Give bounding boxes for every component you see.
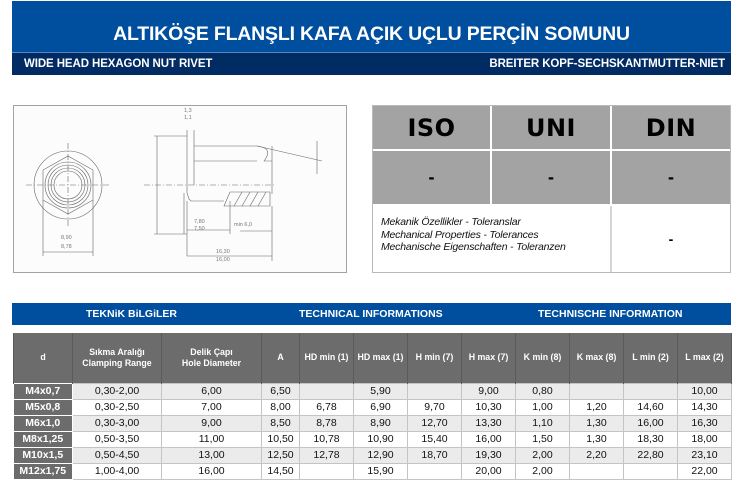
cell-hd-min [300,383,354,399]
title-text: ALTIKÖŞE FLANŞLI KAFA AÇIK UÇLU PERÇİN SOMUNU [113,22,630,45]
drawing-icon [14,106,348,274]
cell-k-max [570,383,624,399]
cell-a: 12,50 [262,447,300,463]
cell-h-min: 9,70 [408,399,462,415]
technical-drawing [13,105,347,273]
cell-l-min: 22,80 [624,447,678,463]
cell-k-min: 2,00 [516,447,570,463]
cell-hd-min: 8,78 [300,415,354,431]
cell-l-min [624,383,678,399]
cell-l-max: 22,00 [678,463,732,479]
cell-hd-min: 12,78 [300,447,354,463]
dim-len1-min: 7,50 [194,226,205,232]
cell-l-max: 16,30 [678,415,732,431]
cell-h-max: 19,30 [462,447,516,463]
cell-l-min: 16,00 [624,415,678,431]
cell-k-min: 0,80 [516,383,570,399]
cell-l-max: 10,00 [678,383,732,399]
subtitle-bar [12,52,731,75]
col-header-k-min: K min (8) [516,333,570,383]
specification-table [13,333,732,480]
cell-hole: 9,00 [162,415,262,431]
table-row [14,463,732,479]
cell-hd-max: 8,90 [354,415,408,431]
standards-header-row [373,106,730,149]
dim-top-max: 1,3 [184,108,192,114]
col-header-k-max: K max (8) [570,333,624,383]
cell-h-max: 20,00 [462,463,516,479]
cell-d: M12x1,75 [14,463,73,479]
mechanical-properties-row [373,206,730,272]
cell-k-min: 1,00 [516,399,570,415]
subtitle-german: BREITER KOPF-SECHSKANTMUTTER-NIET [489,58,725,70]
cell-h-max: 9,00 [462,383,516,399]
col-header-h-max: H max (7) [462,333,516,383]
cell-h-max: 16,00 [462,431,516,447]
cell-d: M8x1,25 [14,431,73,447]
dim-len2-max: 16,30 [216,249,230,255]
cell-clamping: 0,30-2,00 [73,383,162,399]
cell-hd-max: 10,90 [354,431,408,447]
standard-din-value: - [612,151,730,204]
mechanical-properties-label [373,206,612,272]
col-header-hd-min: HD min (1) [300,333,354,383]
standard-iso-header: ISO [373,106,492,149]
mechanical-properties-value: - [668,231,674,247]
cell-a: 14,50 [262,463,300,479]
cell-a: 6,50 [262,383,300,399]
dim-len1-max: 7,80 [194,219,205,225]
cell-hole: 6,00 [162,383,262,399]
cell-k-max: 1,20 [570,399,624,415]
standard-din-header: DIN [612,106,730,149]
cell-l-min [624,463,678,479]
dim-top-min: 1,1 [184,115,192,121]
dim-hex-min: 8,78 [61,244,72,250]
table-header-row [14,333,732,383]
cell-hole: 11,00 [162,431,262,447]
cell-k-min: 1,50 [516,431,570,447]
cell-l-min: 18,30 [624,431,678,447]
table-row [14,447,732,463]
cell-hd-max: 12,90 [354,447,408,463]
table-row [14,399,732,415]
cell-k-max: 2,20 [570,447,624,463]
cell-d: M5x0,8 [14,399,73,415]
info-line-en: Mechanical Properties - Tolerances [381,228,539,241]
cell-a: 8,00 [262,399,300,415]
cell-h-min: 18,70 [408,447,462,463]
cell-h-min: 15,40 [408,431,462,447]
col-header-a: A [262,333,300,383]
cell-d: M10x1,5 [14,447,73,463]
side-view [144,130,322,261]
cell-l-max: 23,10 [678,447,732,463]
tech-label-de: TECHNISCHE INFORMATION [538,308,683,320]
cell-hd-max: 15,90 [354,463,408,479]
cell-h-max: 13,30 [462,415,516,431]
tech-label-en: TECHNICAL INFORMATIONS [299,308,443,320]
cell-hd-max: 5,90 [354,383,408,399]
dim-len2-min: 16,00 [216,257,230,263]
cell-k-max: 1,30 [570,415,624,431]
cell-l-min: 14,60 [624,399,678,415]
cell-hd-min [300,463,354,479]
cell-h-min [408,463,462,479]
page-title [12,1,731,52]
cell-d: M6x1,0 [14,415,73,431]
table-row [14,415,732,431]
cell-h-min [408,383,462,399]
cell-l-max: 18,00 [678,431,732,447]
cell-clamping: 0,30-2,50 [73,399,162,415]
cell-hd-min: 6,78 [300,399,354,415]
standards-value-row [373,151,730,204]
col-header-clamping-range: Sıkma Aralığı Clamping Range [73,333,162,383]
cell-k-max: 1,30 [570,431,624,447]
cell-k-min: 2,00 [516,463,570,479]
cell-clamping: 0,50-3,50 [73,431,162,447]
table-row [14,383,732,399]
standard-uni-header: UNI [492,106,612,149]
dim-hex-max: 8,90 [61,235,72,241]
table-row [14,431,732,447]
cell-a: 8,50 [262,415,300,431]
cell-hd-max: 6,90 [354,399,408,415]
col-header-hd-max: HD max (1) [354,333,408,383]
dim-thread-min: min 6,0 [234,222,253,228]
cell-hole: 13,00 [162,447,262,463]
col-header-l-min: L min (2) [624,333,678,383]
standard-iso-value: - [373,151,492,204]
info-line-tr: Mekanik Özellikler - Toleranslar [381,216,521,228]
cell-l-max: 14,30 [678,399,732,415]
col-header-d: d [14,333,73,383]
col-header-h-min: H min (7) [408,333,462,383]
cell-clamping: 1,00-4,00 [73,463,162,479]
standard-uni-value: - [492,151,612,204]
cell-k-min: 1,10 [516,415,570,431]
info-line-de: Mechanische Eigenschaften - Toleranzen [381,241,566,253]
cell-a: 10,50 [262,431,300,447]
tech-label-tr: TEKNiK BiLGiLER [86,308,177,320]
col-header-hole-diameter: Delik Çapı Hole Diameter [162,333,262,383]
subtitle-english: WIDE HEAD HEXAGON NUT RIVET [24,58,213,70]
cell-hole: 7,00 [162,399,262,415]
standards-table [372,105,731,273]
technical-info-bar [12,303,731,325]
cell-clamping: 0,50-4,50 [73,447,162,463]
cell-clamping: 0,30-3,00 [73,415,162,431]
cell-hole: 16,00 [162,463,262,479]
cell-k-max [570,463,624,479]
cell-h-min: 12,70 [408,415,462,431]
col-header-l-max: L max (2) [678,333,732,383]
cell-d: M4x0,7 [14,383,73,399]
cell-hd-min: 10,78 [300,431,354,447]
cell-h-max: 10,30 [462,399,516,415]
